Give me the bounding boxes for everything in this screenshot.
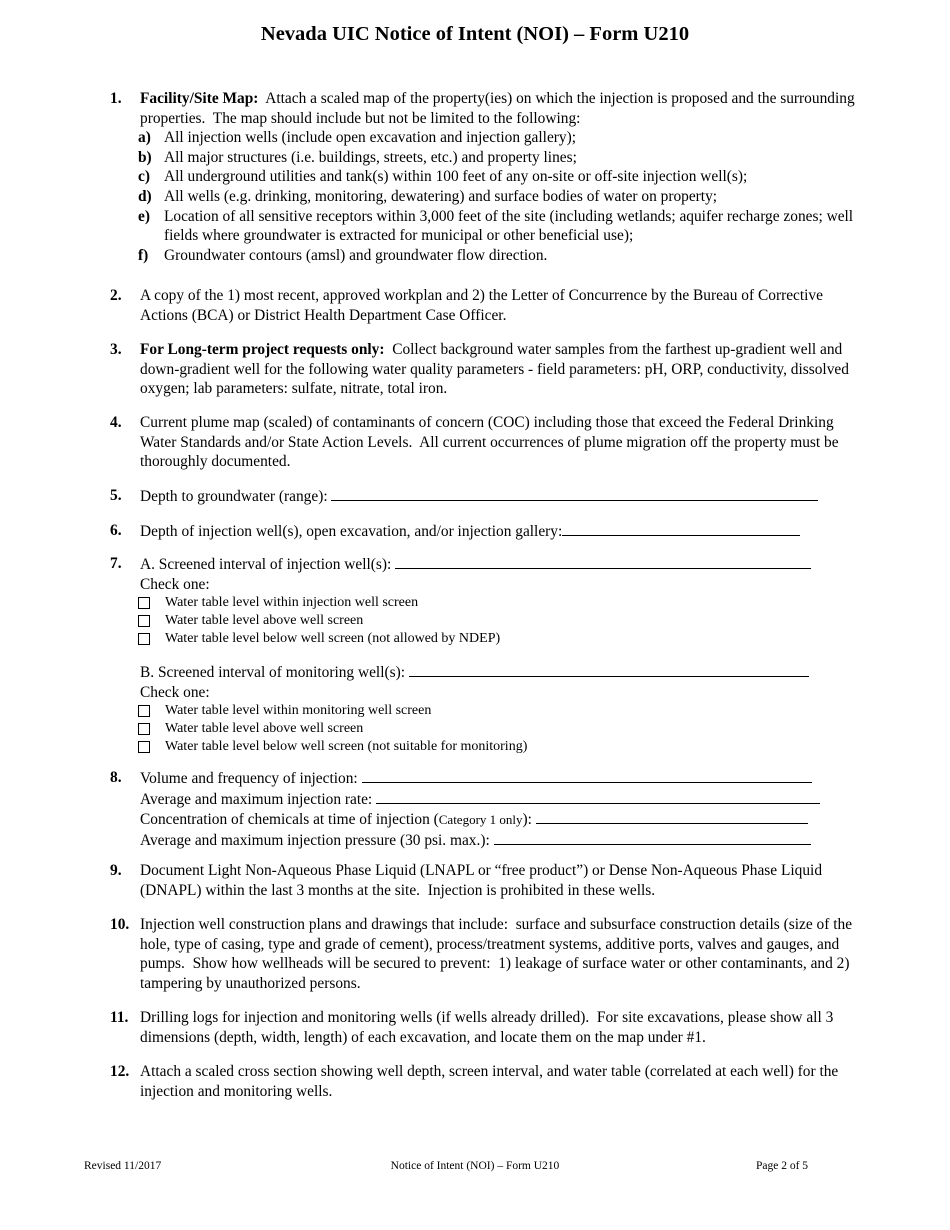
injection-rate-field[interactable]: [376, 789, 820, 804]
field-label: Depth to groundwater (range):: [140, 488, 332, 505]
checkbox-option[interactable]: Water table level below well screen (not allowed by NDEP): [138, 630, 870, 648]
field-label: Average and maximum injection rate:: [140, 790, 377, 808]
volume-frequency-field[interactable]: [362, 768, 812, 783]
item-number: 12.: [110, 1063, 130, 1080]
field-label: Depth of injection well(s), open excavation, and/or injection gallery:: [140, 523, 563, 540]
item-7: [110, 554, 870, 756]
injection-pressure-field[interactable]: [494, 830, 811, 845]
injection-depth-field[interactable]: [562, 521, 800, 536]
checkbox-option[interactable]: Water table level above well screen: [138, 612, 870, 630]
item-text: Current plume map (scaled) of contaminants of concern (COC) including those that exceed the Federal Drinking Water Standards and/or State Action Levels. All current occurrences of plume migration off the property must be thoroughly documented.: [140, 414, 839, 471]
chemical-concentration-field[interactable]: [536, 809, 808, 824]
item-number: 7.: [110, 555, 122, 572]
item-10: [110, 915, 870, 993]
footer-page-number: Page 2 of 5: [756, 1160, 809, 1172]
checkbox-option[interactable]: Water table level within monitoring well screen: [138, 702, 870, 720]
item-number: 5.: [110, 487, 122, 504]
footer-revised: Revised 11/2017: [84, 1160, 162, 1172]
item-number: 1.: [110, 90, 122, 107]
item-text: Injection well construction plans and drawings that include: surface and subsurface construction details (size of the hole, type of casing, type and grade of cement), process/treatment systems, additive ports, valves and gauges, and pumps. Show how wellheads will be secured to prevent: 1) leakage of surface water or other contaminants, and 2) tampering by unauthorized persons.: [140, 916, 853, 992]
field-label: Concentration of chemicals at time of injection (: [140, 811, 439, 829]
sub-item-f: f) Groundwater contours (amsl) and groundwater flow direction.: [138, 246, 548, 264]
injection-checklist: [138, 594, 870, 648]
sub-item-e: e) Location of all sensitive receptors within 3,000 feet of the site (including wetlands; aquifer recharge zones; well fields where groundwater is extracted for municipal or other beneficial use);: [138, 207, 854, 245]
checkbox[interactable]: [138, 597, 150, 609]
check-one-label: Check one:: [140, 575, 210, 593]
item-number: 9.: [110, 862, 122, 879]
check-one-label: Check one:: [140, 683, 210, 701]
item-number: 6.: [110, 522, 122, 539]
depth-to-groundwater-field[interactable]: [331, 486, 818, 501]
monitoring-screened-interval-field[interactable]: [409, 662, 809, 677]
field-label: Volume and frequency of injection:: [140, 770, 362, 787]
item-9: [110, 861, 870, 900]
item-1: [110, 89, 870, 265]
footer-form-name: Notice of Intent (NOI) – Form U210: [390, 1160, 560, 1172]
item-11: [110, 1008, 870, 1047]
item-text: Collect background water samples from the farthest up-gradient well and down-gradient well for the following water quality parameters - field parameters: pH, ORP, conductivity, dissolved oxygen; lab parameters: sulfate, nitrate, total iron.: [140, 341, 849, 398]
item-number: 8.: [110, 769, 122, 786]
item-6: [110, 521, 870, 542]
checkbox-option[interactable]: Water table level below well screen (not suitable for monitoring): [138, 738, 870, 756]
item-number: 11.: [110, 1009, 129, 1026]
item-number: 2.: [110, 287, 122, 304]
injection-screened-interval-field[interactable]: [395, 554, 811, 569]
sub-item-b: b) All major structures (i.e. buildings, streets, etc.) and property lines;: [138, 148, 577, 166]
item-12: [110, 1062, 870, 1101]
page-title: Nevada UIC Notice of Intent (NOI) – Form U210: [260, 23, 690, 45]
item-text: Document Light Non-Aqueous Phase Liquid (LNAPL or “free product”) or Dense Non-Aqueous Phase Liquid (DNAPL) within the last 3 months at the site. Injection is prohibited in these wells.: [140, 862, 823, 899]
item-text: Drilling logs for injection and monitoring wells (if wells already drilled). For site excavations, please show all 3 dimensions (depth, width, length) of each excavation, and locate them on the map under #1.: [140, 1009, 834, 1046]
checkbox[interactable]: [138, 705, 150, 717]
monitoring-checklist: [138, 702, 870, 756]
checkbox-option[interactable]: Water table level above well screen: [138, 720, 870, 738]
item-4: [110, 413, 870, 472]
item-3: [110, 340, 870, 399]
field-label: Average and maximum injection pressure (30 psi. max.):: [140, 831, 494, 849]
item-8: 8. Volume and frequency of injection: Average and maximum injection rate: Concentration of chemicals at time of injection (Category 1 only): Average and maximum injection pressure (30 psi. max.):: [110, 768, 870, 850]
item-lead: Facility/Site Map:: [140, 90, 259, 107]
item-5: [110, 486, 870, 507]
sub-item-d: d) All wells (e.g. drinking, monitoring, dewatering) and surface bodies of water on property;: [138, 187, 718, 205]
item-number: 4.: [110, 414, 122, 431]
checkbox[interactable]: [138, 741, 150, 753]
item-number: 10.: [110, 916, 130, 933]
sub-list: [138, 128, 870, 265]
sub-item-c: c) All underground utilities and tank(s) within 100 feet of any on-site or off-site injection well(s);: [138, 168, 748, 186]
field-label: B. Screened interval of monitoring well(s):: [140, 664, 409, 682]
item-2: [110, 286, 870, 325]
item-text: Attach a scaled cross section showing well depth, screen interval, and water table (correlated at each well) for the injection and monitoring wells.: [140, 1063, 839, 1100]
checkbox[interactable]: [138, 723, 150, 735]
item-text: A copy of the 1) most recent, approved workplan and 2) the Letter of Concurrence by the Bureau of Corrective Actions (BCA) or District Health Department Case Officer.: [140, 287, 823, 324]
checkbox-option[interactable]: Water table level within injection well screen: [138, 594, 870, 612]
item-text: Attach a scaled map of the property(ies) on which the injection is proposed and the surrounding properties. The map should include but not be limited to the following:: [140, 90, 855, 127]
item-number: 3.: [110, 341, 122, 358]
sub-item-a: a) All injection wells (include open excavation and injection gallery);: [138, 129, 576, 147]
checkbox[interactable]: [138, 633, 150, 645]
checkbox[interactable]: [138, 615, 150, 627]
field-label: A. Screened interval of injection well(s):: [140, 556, 396, 573]
item-lead: For Long-term project requests only:: [140, 341, 385, 358]
